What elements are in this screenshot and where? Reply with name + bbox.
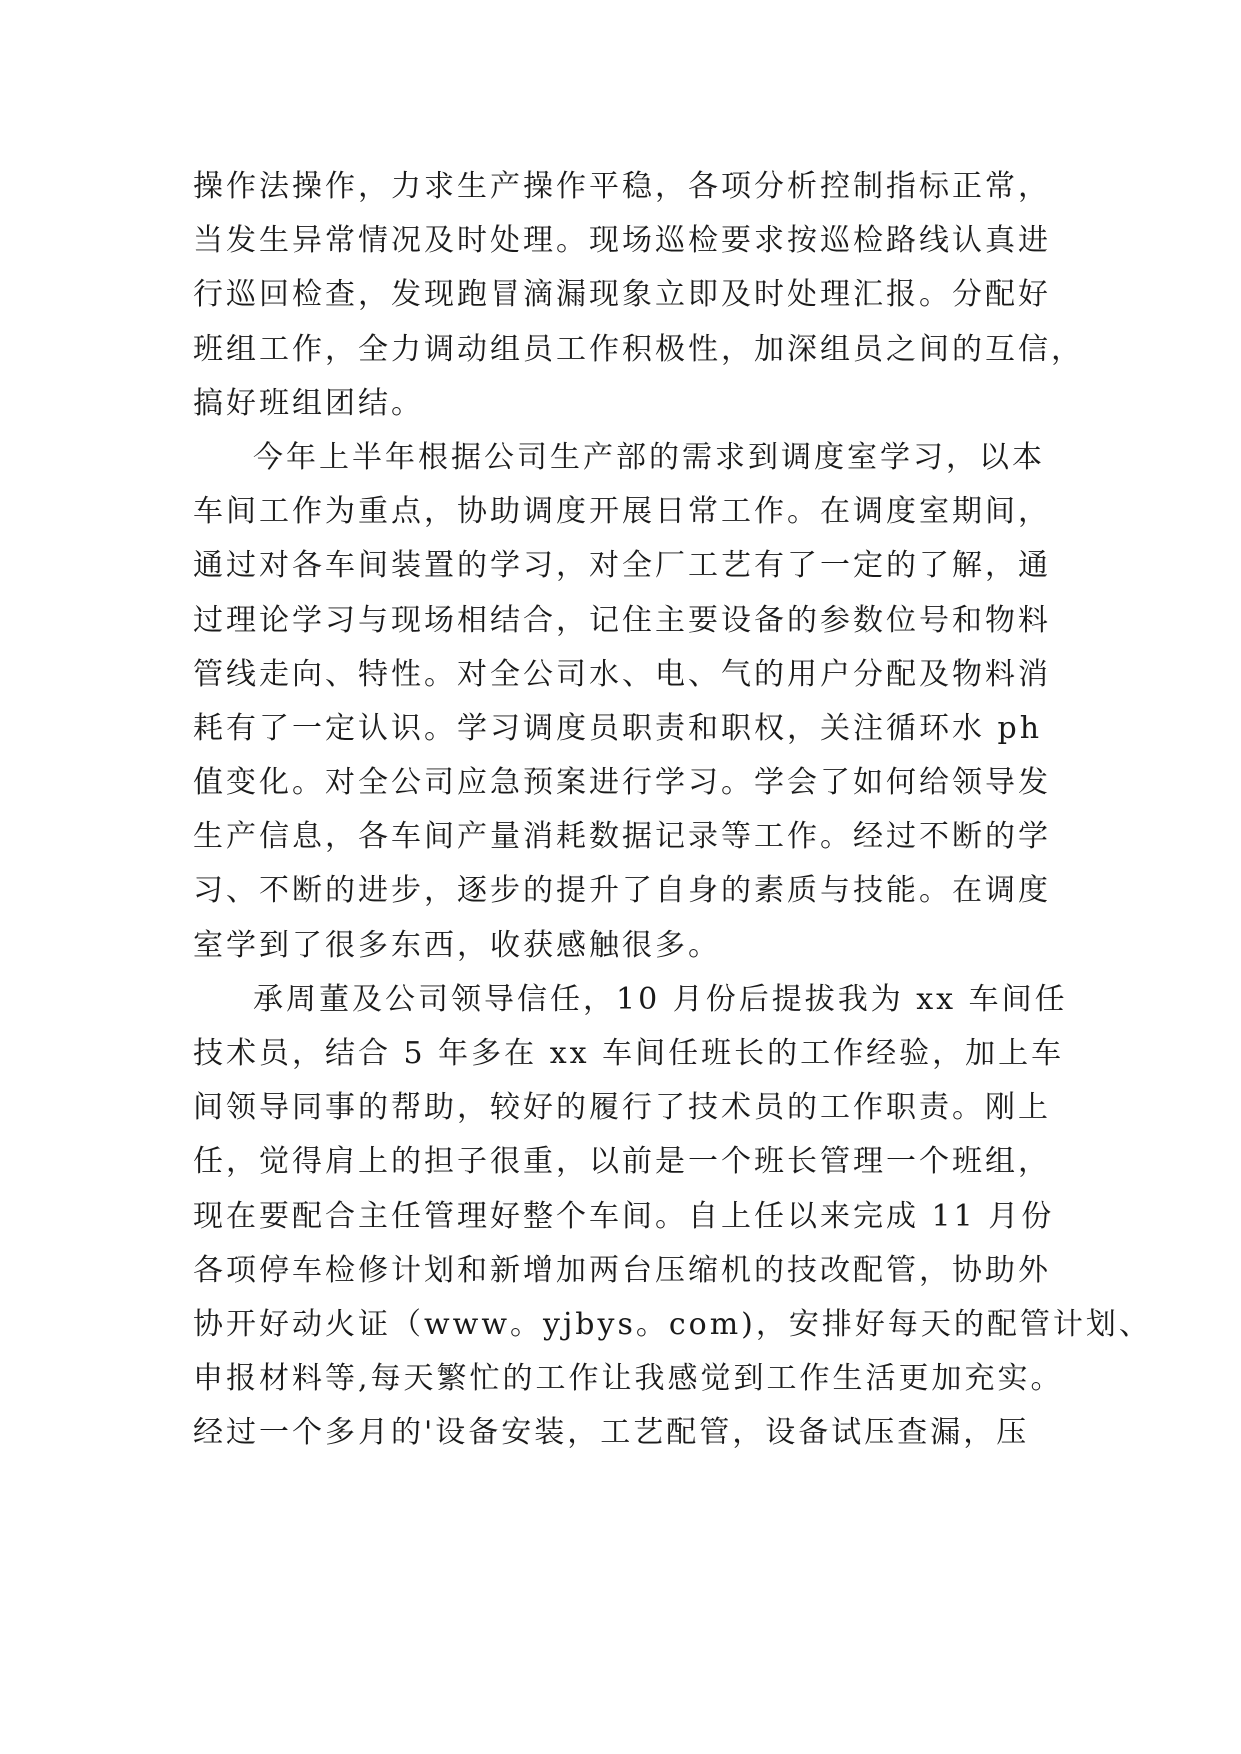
text-line: 过理论学习与现场相结合，记住主要设备的参数位号和物料 [193,602,1051,638]
text-line: 通过对各车间装置的学习，对全厂工艺有了一定的了解，通 [193,548,1051,584]
text-line: 搞好班组团结。 [193,385,424,421]
paragraph-first-line: 今年上半年根据公司生产部的需求到调度室学习，以本 [253,439,1045,475]
text-line: 经过一个多月的'设备安装，工艺配管，设备试压查漏，压 [193,1415,1030,1451]
text-line: 当发生异常情况及时处理。现场巡检要求按巡检路线认真进 [193,223,1051,259]
text-line: 车间工作为重点，协助调度开展日常工作。在调度室期间， [193,494,1051,530]
text-line: 协开好动火证（www。yjbys。com)，安排好每天的配管计划、 [193,1306,1152,1342]
text-line: 室学到了很多东西，收获感触很多。 [193,927,721,963]
text-line: 任，觉得肩上的担子很重，以前是一个班长管理一个班组， [193,1144,1051,1180]
text-line: 习、不断的进步，逐步的提升了自身的素质与技能。在调度 [193,873,1051,909]
text-line: 管线走向、特性。对全公司水、电、气的用户分配及物料消 [193,656,1051,692]
text-line: 现在要配合主任管理好整个车间。自上任以来完成 11 月份 [193,1198,1055,1234]
text-line: 技术员，结合 5 年多在 xx 车间任班长的工作经验，加上车 [193,1036,1065,1071]
paragraph-first-line: 承周董及公司领导信任，10 月份后提拔我为 xx 车间任 [253,981,1068,1017]
text-line: 操作法操作，力求生产操作平稳，各项分析控制指标正常， [193,169,1051,204]
document-body [193,160,1152,1461]
text-line: 间领导同事的帮助，较好的履行了技术员的工作职责。刚上 [193,1090,1051,1126]
text-line: 行巡回检查，发现跑冒滴漏现象立即及时处理汇报。分配好 [193,277,1051,313]
text-line: 值变化。对全公司应急预案进行学习。学会了如何给领导发 [193,765,1051,801]
text-line: 班组工作，全力调动组员工作积极性，加深组员之间的互信， [193,331,1084,367]
text-line: 各项停车检修计划和新增加两台压缩机的技改配管，协助外 [193,1252,1051,1288]
text-line: 耗有了一定认识。学习调度员职责和职权，关注循环水 ph [193,710,1043,746]
text-line: 申报材料等,每天繁忙的工作让我感觉到工作生活更加充实。 [193,1361,1064,1397]
text-line: 生产信息，各车间产量消耗数据记录等工作。经过不断的学 [193,819,1051,855]
